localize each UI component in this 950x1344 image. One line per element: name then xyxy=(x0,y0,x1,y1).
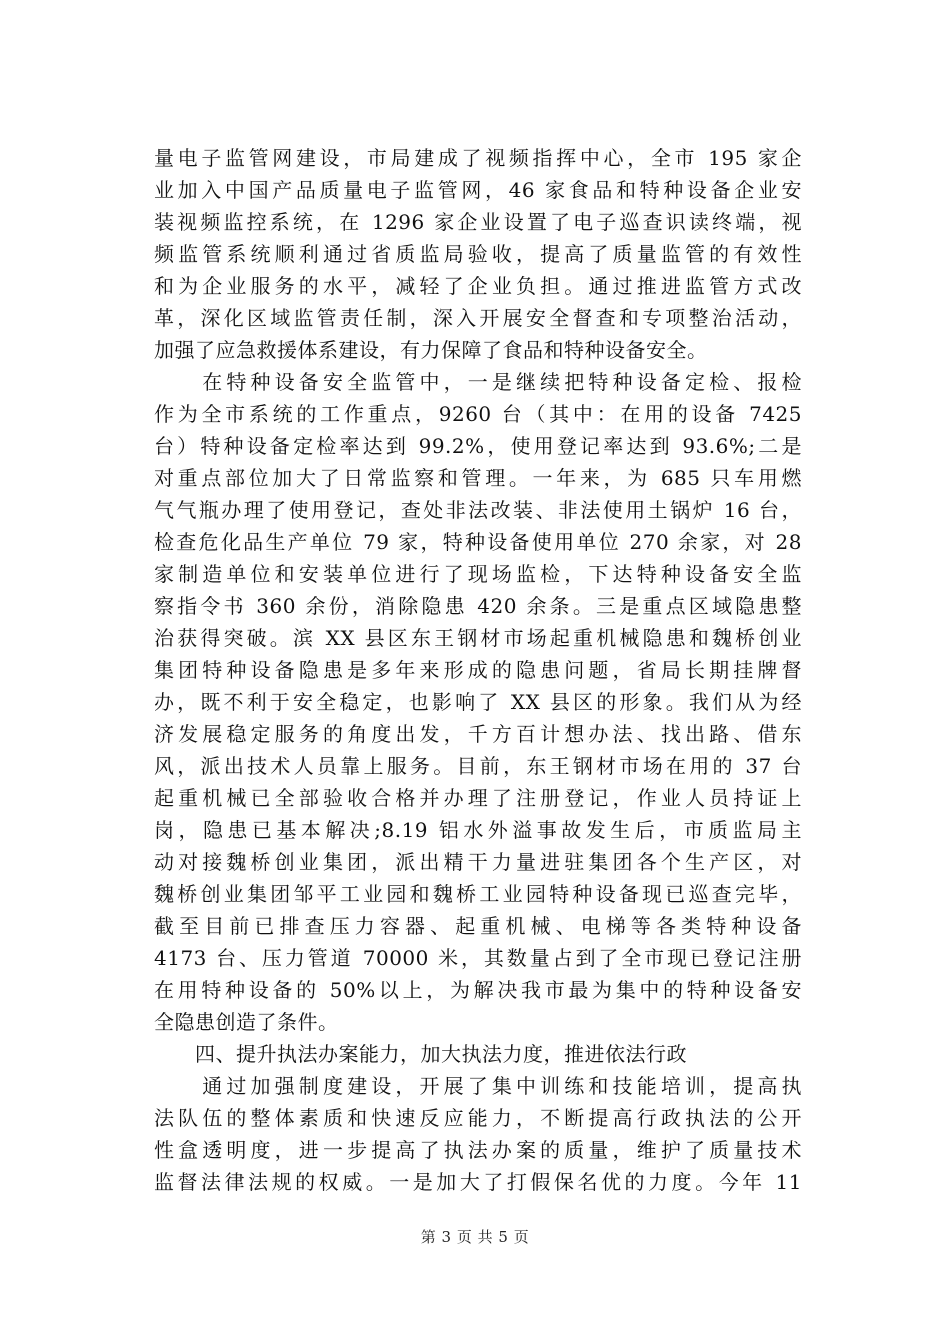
text-line: 对重点部位加大了日常监察和管理。一年来，为 685 只车用燃 xyxy=(154,466,802,490)
text-line: 量电子监管网建设，市局建成了视频指挥中心，全市 195 家企 xyxy=(154,146,802,170)
text-line: 通过加强制度建设，开展了集中训练和技能培训，提高执 xyxy=(154,1074,802,1098)
text-line: 办，既不利于安全稳定，也影响了 XX 县区的形象。我们从为经 xyxy=(154,690,802,714)
text-line: 性盒透明度，进一步提高了执法办案的质量，维护了质量技术 xyxy=(154,1138,802,1162)
text-line: 革，深化区域监管责任制，深入开展安全督查和专项整治活动， xyxy=(154,306,802,330)
text-line: 察指令书 360 余份，消除隐患 420 余条。三是重点区域隐患整 xyxy=(154,594,802,618)
text-line: 岗，隐患已基本解决;8.19 铝水外溢事故发生后，市质监局主 xyxy=(154,818,802,842)
text-line: 治获得突破。滨 XX 县区东王钢材市场起重机械隐患和魏桥创业 xyxy=(154,626,802,650)
text-line: 风，派出技术人员靠上服务。目前，东王钢材市场在用的 37 台 xyxy=(154,754,802,778)
text-line: 和为企业服务的水平，减轻了企业负担。通过推进监管方式改 xyxy=(154,274,802,298)
text-line: 台）特种设备定检率达到 99.2%，使用登记率达到 93.6%;二是 xyxy=(154,434,802,458)
page-footer: 第 3 页 共 5 页 xyxy=(420,1228,530,1246)
text-line: 起重机械已全部验收合格并办理了注册登记，作业人员持证上 xyxy=(154,786,802,810)
text-line: 魏桥创业集团邹平工业园和魏桥工业园特种设备现已巡查完毕， xyxy=(154,882,802,906)
text-line: 业加入中国产品质量电子监管网，46 家食品和特种设备企业安 xyxy=(154,178,802,202)
text-line: 4173 台、压力管道 70000 米，其数量占到了全市现已登记注册 xyxy=(154,946,802,970)
text-line: 全隐患创造了条件。 xyxy=(154,1010,339,1034)
text-line: 在用特种设备的 50%以上，为解决我市最为集中的特种设备安 xyxy=(154,978,802,1002)
document-body xyxy=(154,142,802,1198)
text-line: 集团特种设备隐患是多年来形成的隐患问题，省局长期挂牌督 xyxy=(154,658,802,682)
text-line: 在特种设备安全监管中，一是继续把特种设备定检、报检 xyxy=(154,370,802,394)
text-line: 频监管系统顺利通过省质监局验收，提高了质量监管的有效性 xyxy=(154,242,802,266)
text-line: 济发展稳定服务的角度出发，千方百计想办法、找出路、借东 xyxy=(154,722,802,746)
text-line: 家制造单位和安装单位进行了现场监检，下达特种设备安全监 xyxy=(154,562,802,586)
text-line: 作为全市系统的工作重点，9260 台（其中：在用的设备 7425 xyxy=(154,402,802,426)
text-line: 法队伍的整体素质和快速反应能力，不断提高行政执法的公开 xyxy=(154,1106,802,1130)
text-line: 四、提升执法办案能力，加大执法力度，推进依法行政 xyxy=(154,1042,687,1066)
text-line: 动对接魏桥创业集团，派出精干力量进驻集团各个生产区，对 xyxy=(154,850,802,874)
text-line: 监督法律法规的权威。一是加大了打假保名优的力度。今年 11 xyxy=(154,1170,802,1194)
text-line: 检查危化品生产单位 79 家，特种设备使用单位 270 余家，对 28 xyxy=(154,530,802,554)
text-line: 截至目前已排查压力容器、起重机械、电梯等各类特种设备 xyxy=(154,914,802,938)
text-line: 装视频监控系统，在 1296 家企业设置了电子巡查识读终端，视 xyxy=(154,210,802,234)
text-line: 加强了应急救援体系建设，有力保障了食品和特种设备安全。 xyxy=(154,338,708,362)
text-line: 气气瓶办理了使用登记，查处非法改装、非法使用土锅炉 16 台， xyxy=(154,498,802,522)
